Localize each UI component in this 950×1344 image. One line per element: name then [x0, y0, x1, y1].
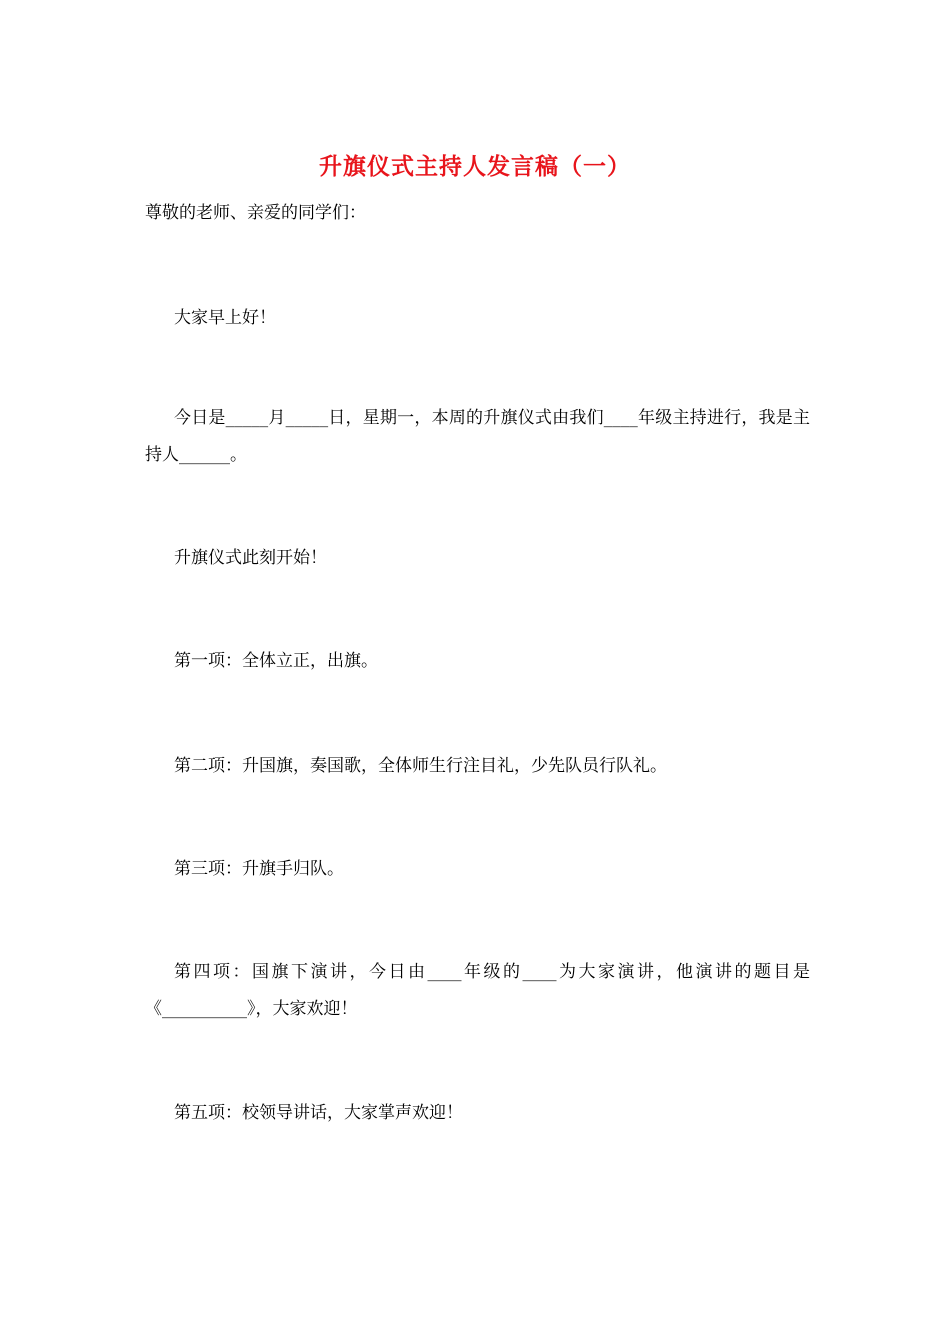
salutation: 尊敬的老师、亲爱的同学们：: [145, 203, 366, 223]
paragraph-item-1: 第一项：全体立正，出旗。: [174, 651, 378, 671]
paragraph-greeting: 大家早上好！: [174, 308, 276, 328]
document-title: 升旗仪式主持人发言稿（一）: [319, 153, 631, 180]
paragraph-item-4: 第四项：国旗下演讲，今日由____年级的____为大家演讲，他演讲的题目是《__________》，大家欢迎！: [145, 962, 810, 1019]
paragraph-date-host: 今日是_____月_____日，星期一，本周的升旗仪式由我们____年级主持进行，我是主持人______。: [145, 408, 810, 465]
paragraph-ceremony-start: 升旗仪式此刻开始！: [174, 548, 327, 568]
paragraph-item-2: 第二项：升国旗，奏国歌，全体师生行注目礼，少先队员行队礼。: [174, 756, 667, 776]
paragraph-item-3: 第三项：升旗手归队。: [174, 859, 344, 879]
paragraph-item-5: 第五项：校领导讲话，大家掌声欢迎！: [174, 1103, 463, 1123]
